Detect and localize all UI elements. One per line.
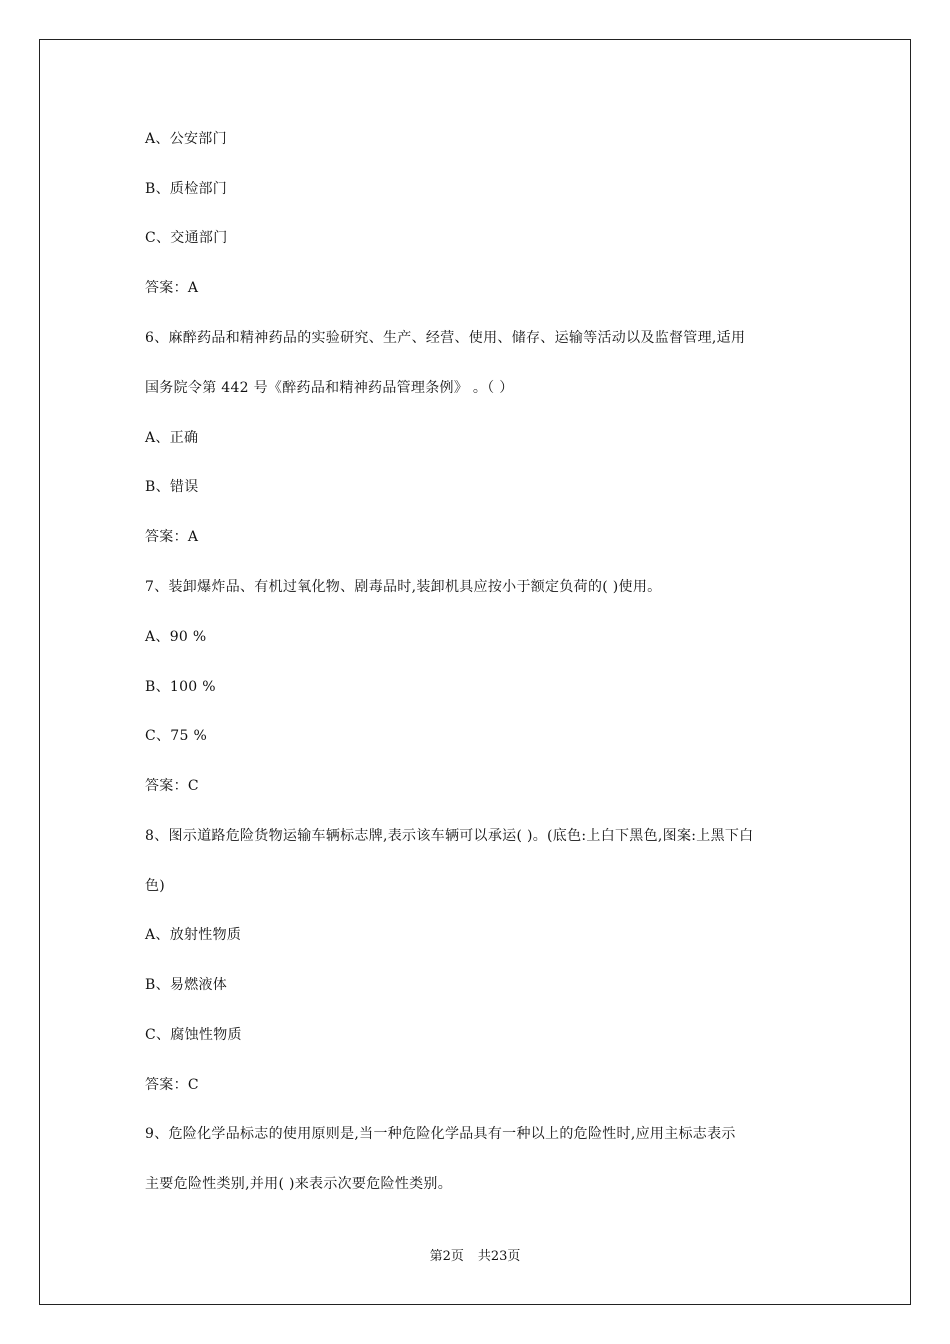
option-line: A、正确 bbox=[145, 430, 199, 446]
option-line: B、易燃液体 bbox=[145, 977, 228, 993]
option-line: C、腐蚀性物质 bbox=[145, 1027, 242, 1043]
option-line: B、错误 bbox=[145, 479, 199, 495]
question-line: 6、麻醉药品和精神药品的实验研究、生产、经营、使用、储存、运输等活动以及监督管理,适用 bbox=[145, 330, 746, 346]
question-line: 主要危险性类别,并用( )来表示次要危险性类别。 bbox=[145, 1176, 453, 1192]
question-line: 7、装卸爆炸品、有机过氧化物、剧毒品时,装卸机具应按小于额定负荷的( )使用。 bbox=[145, 579, 662, 595]
question-line: 色) bbox=[145, 878, 166, 894]
total-pages: 共23页 bbox=[477, 1249, 521, 1264]
option-line: C、75 % bbox=[145, 728, 208, 744]
option-line: A、90 % bbox=[145, 629, 207, 645]
page-number: 第2页 bbox=[429, 1249, 464, 1264]
question-line: 国务院令第 442 号《醉药品和精神药品管理条例》 。（ ） bbox=[145, 380, 514, 396]
question-line: 9、危险化学品标志的使用原则是,当一种危险化学品具有一种以上的危险性时,应用主标志表示 bbox=[145, 1126, 736, 1142]
answer-line: 答案：C bbox=[145, 1077, 199, 1093]
answer-line: 答案：C bbox=[145, 778, 199, 794]
option-line: A、放射性物质 bbox=[145, 927, 242, 943]
option-line: C、交通部门 bbox=[145, 230, 228, 246]
option-line: B、质检部门 bbox=[145, 181, 228, 197]
answer-line: 答案：A bbox=[145, 280, 199, 296]
option-line: B、100 % bbox=[145, 679, 216, 695]
answer-line: 答案：A bbox=[145, 529, 199, 545]
option-line: A、公安部门 bbox=[145, 131, 227, 147]
page-footer bbox=[0, 1248, 950, 1266]
question-line: 8、图示道路危险货物运输车辆标志牌,表示该车辆可以承运( )。(底色:上白下黑色,图案:上黑下白 bbox=[145, 828, 754, 844]
